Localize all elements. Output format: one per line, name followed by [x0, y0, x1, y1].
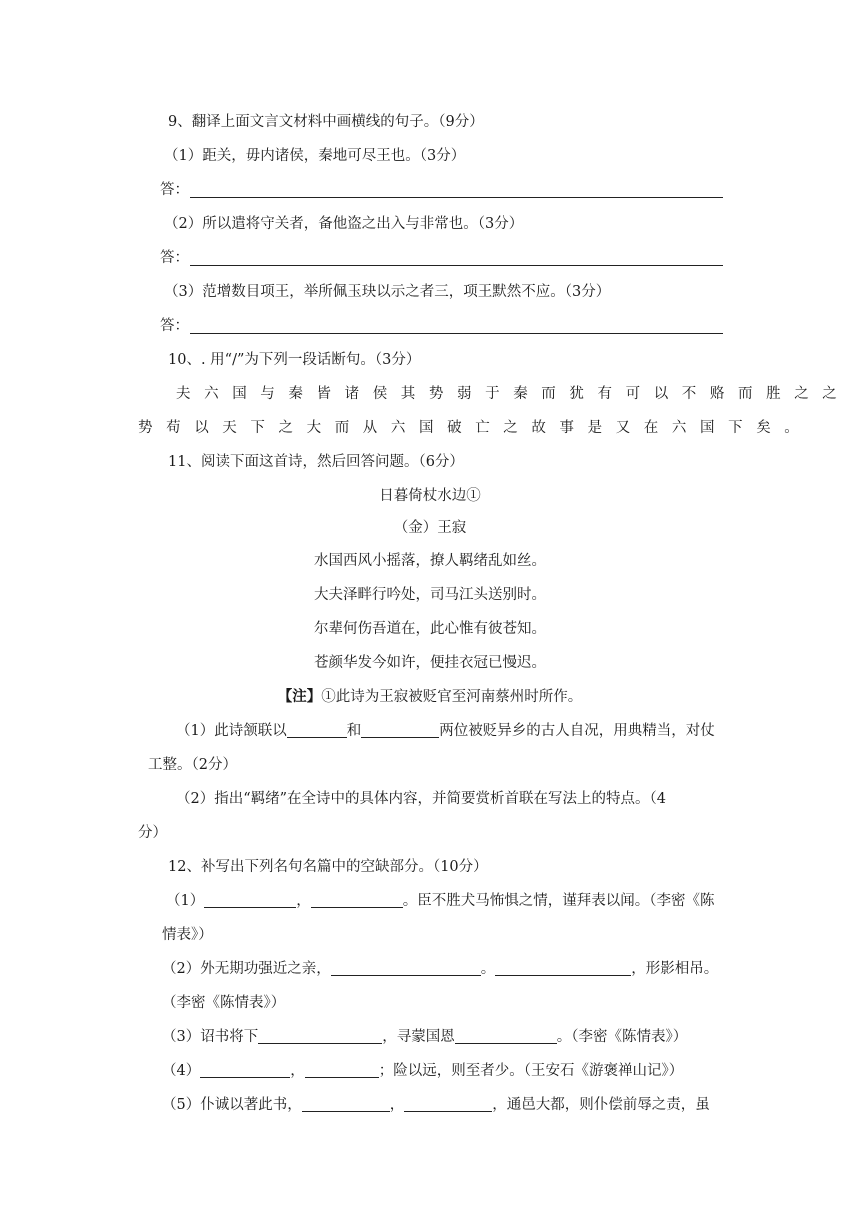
poem-line-1: 水国西风小摇落，撩人羁绪乱如丝。 — [314, 553, 546, 569]
q11-sub-2: （2）指出“羁绪”在全诗中的具体内容，并简要赏析首联在写法上的特点。（4 — [176, 791, 667, 807]
q9-item-3: （3）范增数目项王，举所佩玉玦以示之者三，项王默然不应。（3分） — [164, 284, 611, 300]
item3-text-a: （3）诏书将下 — [162, 1029, 259, 1045]
answer-label: 答： — [160, 182, 189, 198]
item1-text-b: ， — [296, 893, 311, 909]
fill-blank[interactable] — [455, 1028, 557, 1044]
sub1-text-c: 两位被贬异乡的古人自况，用典精当，对仗 — [439, 723, 715, 739]
q9-item-2: （2）所以遣将守关者，备他盗之出入与非常也。（3分） — [164, 216, 524, 232]
poem-note — [0, 687, 860, 707]
poem-line-2: 大夫泽畔行吟处，司马江头送别时。 — [314, 587, 546, 603]
sub1-text-b: 和 — [346, 723, 362, 739]
item5-text-c: ，通邑大都，则仆偿前辱之责，虽 — [492, 1097, 710, 1113]
fill-blank[interactable] — [331, 960, 481, 976]
fill-blank[interactable] — [311, 892, 403, 908]
fill-blank[interactable] — [404, 1096, 492, 1112]
fill-blank[interactable] — [302, 1096, 390, 1112]
fill-blank[interactable] — [361, 722, 439, 738]
item1-text-c: 。臣不胜犬马怖惧之情，谨拜表以闻。（李密《陈 — [402, 893, 715, 909]
poem-line-3: 尔辈何伤吾道在，此心惟有彼苍知。 — [314, 621, 546, 637]
item5-text-b: ， — [389, 1097, 405, 1113]
answer-label: 答： — [160, 318, 189, 334]
fill-blank[interactable] — [258, 1028, 382, 1044]
fill-blank[interactable] — [495, 960, 631, 976]
q9-heading: 9、翻译上面文言文材料中画横线的句子。（9分） — [168, 114, 484, 130]
item3-text-b: ，寻蒙国恩 — [382, 1029, 455, 1045]
item2-text-a: （2）外无期功强近之亲， — [162, 961, 331, 977]
answer-line[interactable] — [190, 333, 723, 334]
q11-sub-1 — [176, 721, 715, 741]
q10-passage-line-2: 势苟以天下之大而从六国破亡之故事是又在六国下矣。 — [138, 420, 813, 436]
q9-answer-3[interactable] — [160, 316, 723, 338]
q12-heading: 12、补写出下列名句名篇中的空缺部分。（10分） — [168, 859, 488, 875]
item5-text-a: （5）仆诚以著此书， — [162, 1097, 302, 1113]
fill-blank[interactable] — [204, 892, 296, 908]
sub1-text-a: （1）此诗颔联以 — [176, 723, 287, 739]
q12-item-2 — [162, 959, 718, 979]
fill-blank[interactable] — [200, 1062, 290, 1078]
answer-line[interactable] — [190, 197, 723, 198]
poem-line-4: 苍颜华发今如许，便挂衣冠已慢迟。 — [314, 655, 546, 671]
item1-text-a: （1） — [166, 893, 205, 909]
q12-item-4 — [162, 1061, 683, 1081]
q12-item-5 — [162, 1095, 710, 1115]
q12-item-2-cont: （李密《陈情表》） — [162, 995, 286, 1011]
item2-text-b: 。 — [480, 961, 496, 977]
note-text: ①此诗为王寂被贬官至河南蔡州时所作。 — [321, 689, 583, 705]
item2-text-c: ，形影相吊。 — [631, 961, 719, 977]
q9-answer-2[interactable] — [160, 248, 723, 270]
answer-line[interactable] — [190, 265, 723, 266]
q10-heading: 10、. 用“/”为下列一段话断句。（3分） — [168, 352, 421, 368]
q9-answer-1[interactable] — [160, 180, 723, 202]
item3-text-c: 。（李密《陈情表》） — [556, 1029, 688, 1045]
poem-author: （金）王寂 — [393, 520, 467, 536]
q12-item-1-cont: 情表》） — [162, 927, 213, 943]
item4-text-a: （4） — [162, 1063, 201, 1079]
q11-sub-1-cont: 工整。（2分） — [148, 757, 237, 773]
fill-blank[interactable] — [305, 1062, 379, 1078]
q11-heading: 11、阅读下面这首诗，然后回答问题。（6分） — [168, 454, 464, 470]
q9-item-1: （1）距关，毋内诸侯，秦地可尽王也。（3分） — [164, 148, 466, 164]
q12-item-1 — [166, 891, 714, 911]
poem-title: 日暮倚杖水边① — [379, 488, 481, 504]
fill-blank[interactable] — [287, 722, 347, 738]
note-label: 【注】 — [277, 688, 322, 705]
q10-passage-line-1: 夫六国与秦皆诸侯其势弱于秦而犹有可以不赂而胜之之 — [176, 386, 851, 402]
item4-text-c: ；险以远，则至者少。（王安石《游褒禅山记》） — [378, 1063, 684, 1079]
q11-sub-2-cont: 分） — [138, 825, 167, 841]
q12-item-3 — [162, 1027, 687, 1047]
answer-label: 答： — [160, 250, 189, 266]
item4-text-b: ， — [290, 1063, 305, 1079]
